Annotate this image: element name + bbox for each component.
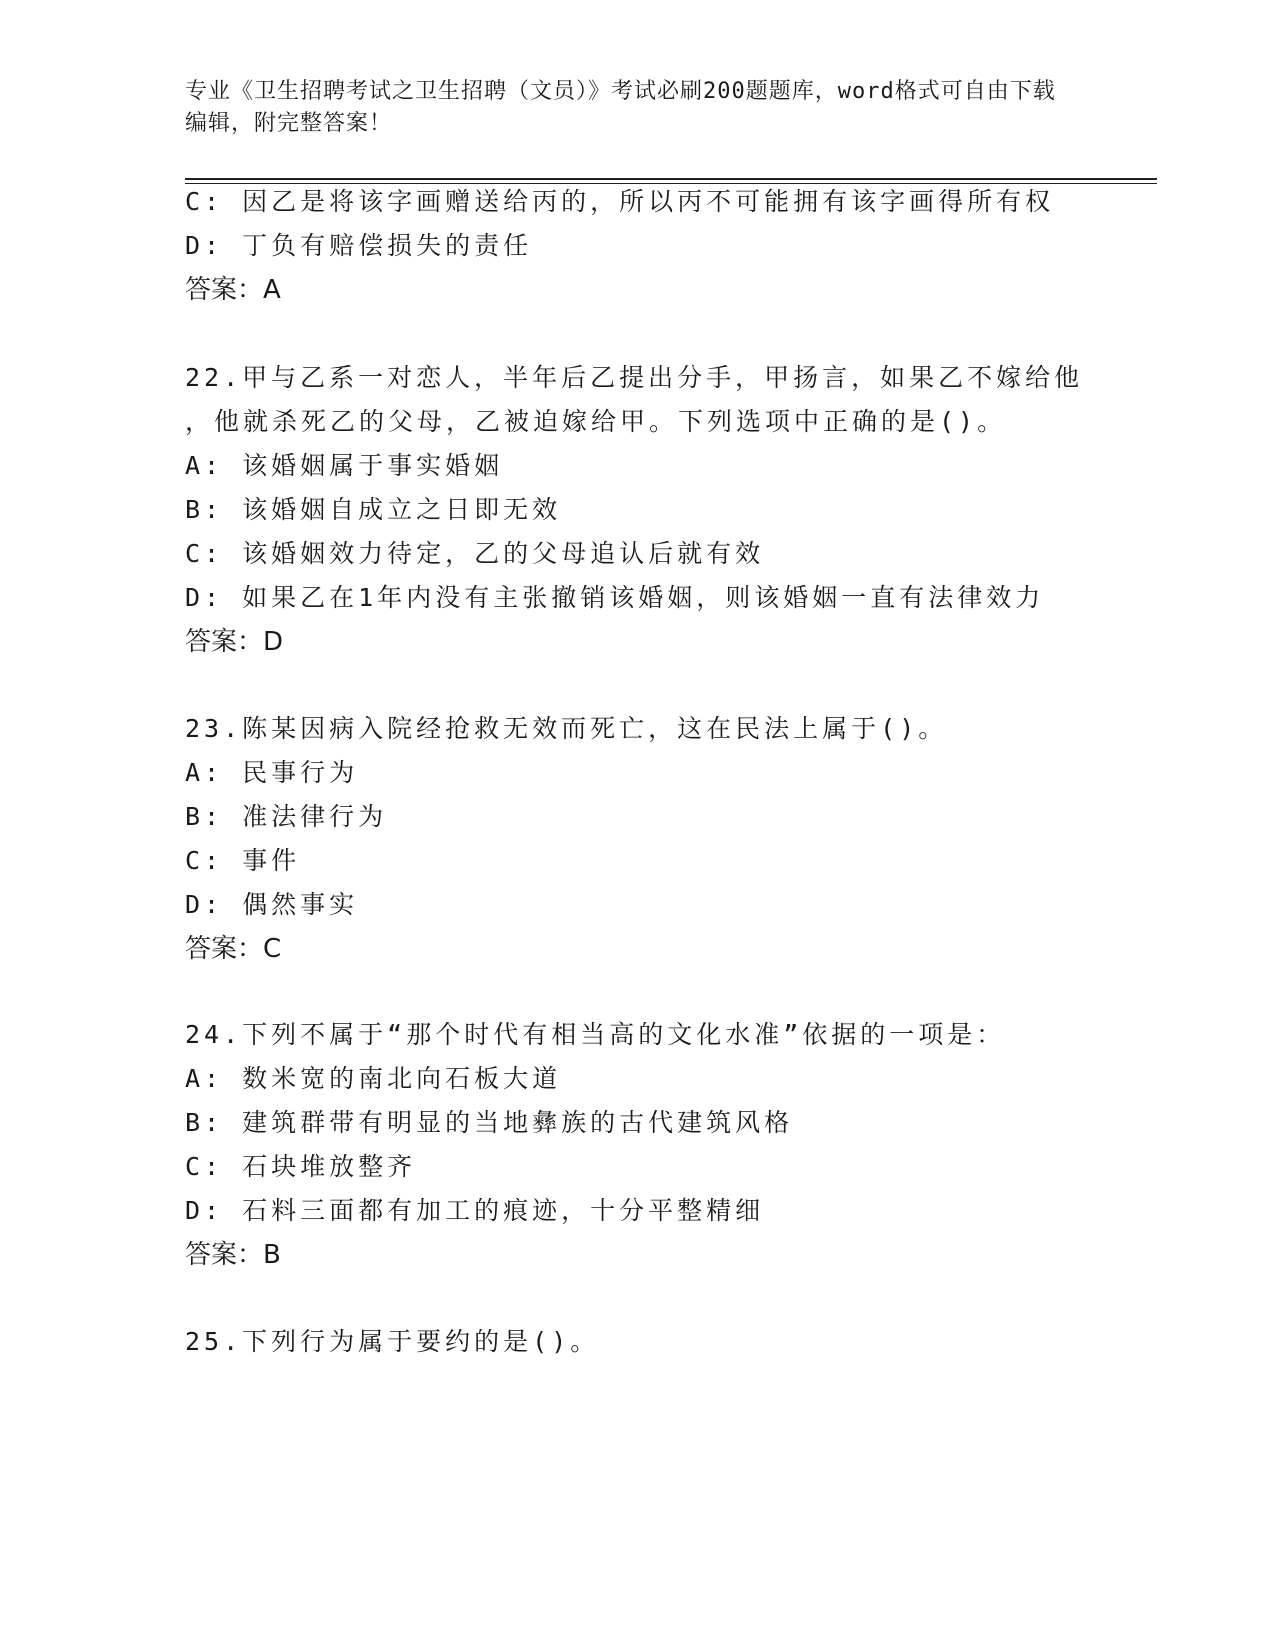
q23-stem: 23.陈某因病入院经抢救无效而死亡，这在民法上属于()。 [185, 714, 948, 743]
q22-stem-line1: 22.甲与乙系一对恋人，半年后乙提出分手，甲扬言，如果乙不嫁给他 [185, 363, 1084, 392]
q24-option-c: C: 石块堆放整齐 [185, 1152, 417, 1181]
header-divider-top [185, 178, 1157, 180]
q24-option-a: A: 数米宽的南北向石板大道 [185, 1064, 562, 1093]
q22-option-a: A: 该婚姻属于事实婚姻 [185, 451, 504, 480]
q23-option-d: D: 偶然事实 [185, 890, 359, 919]
q25-stem: 25.下列行为属于要约的是()。 [185, 1327, 600, 1356]
q22-option-b: B: 该婚姻自成立之日即无效 [185, 495, 562, 524]
q22-option-d: D: 如果乙在1年内没有主张撤销该婚姻，则该婚姻一直有法律效力 [185, 583, 1045, 612]
q21-option-d: D: 丁负有赔偿损失的责任 [185, 231, 533, 260]
q24-stem: 24.下列不属于“那个时代有相当高的文化水准”依据的一项是： [185, 1020, 1006, 1049]
q22-option-c: C: 该婚姻效力待定，乙的父母追认后就有效 [185, 539, 765, 568]
q23-option-a: A: 民事行为 [185, 758, 359, 787]
q23-option-b: B: 准法律行为 [185, 802, 388, 831]
q24-answer: 答案：B [185, 1240, 281, 1270]
q23-option-c: C: 事件 [185, 846, 301, 875]
document-header: 专业《卫生招聘考试之卫生招聘（文员）》考试必刷200题题库，word格式可自由下载编辑，附完整答案！ [185, 79, 1056, 136]
q21-option-c: C: 因乙是将该字画赠送给丙的，所以丙不可能拥有该字画得所有权 [185, 187, 1055, 216]
header-divider-bottom [185, 183, 1157, 184]
q24-option-d: D: 石料三面都有加工的痕迹，十分平整精细 [185, 1196, 765, 1225]
q21-answer: 答案：A [185, 275, 281, 305]
q23-answer: 答案：C [185, 934, 282, 964]
q22-answer: 答案：D [185, 627, 284, 657]
q24-option-b: B: 建筑群带有明显的当地彝族的古代建筑风格 [185, 1108, 794, 1137]
q22-stem-line2: ，他就杀死乙的父母，乙被迫嫁给甲。下列选项中正确的是()。 [185, 407, 1007, 436]
